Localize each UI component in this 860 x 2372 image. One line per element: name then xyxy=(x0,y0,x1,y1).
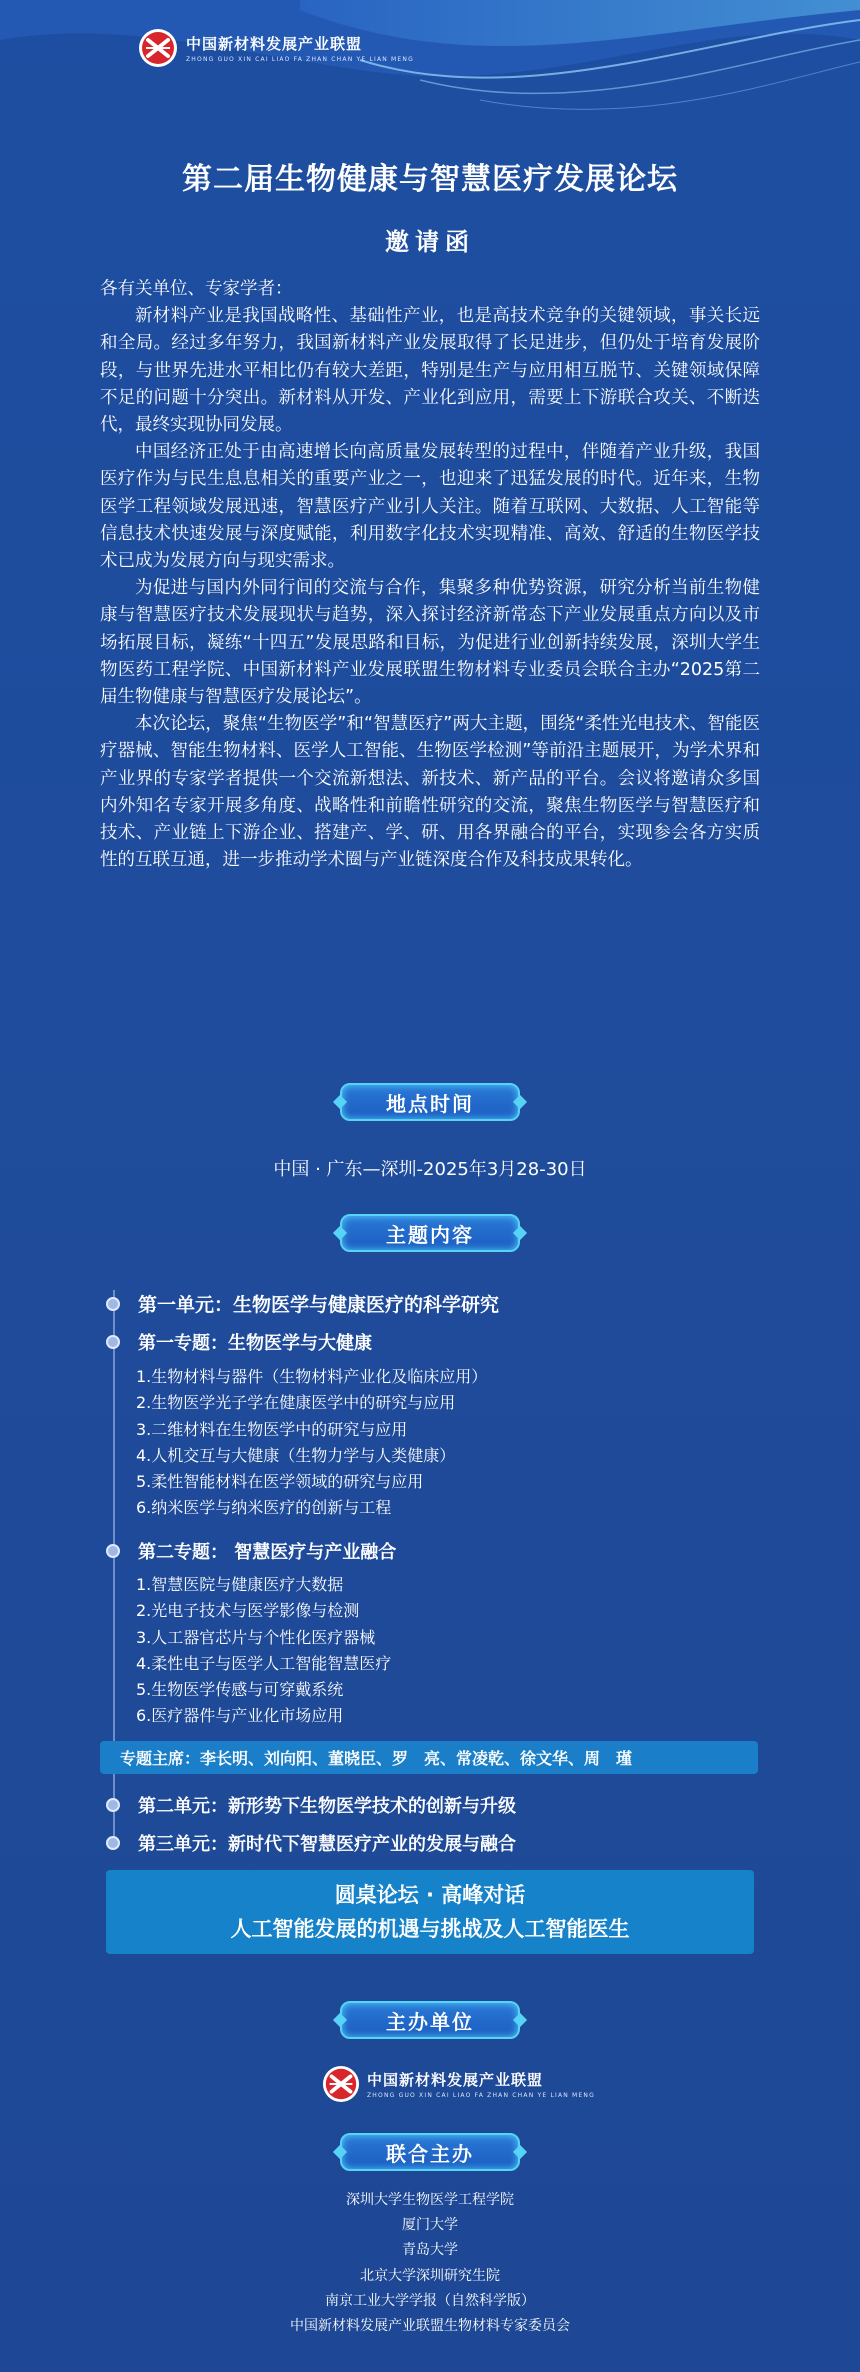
unit-3 xyxy=(106,1830,516,1856)
logo-name-en: ZHONG GUO XIN CAI LIAO FA ZHAN CHAN YE LIAN MENG xyxy=(186,56,414,63)
list-item: 4.人机交互与大健康（生物力学与人类健康） xyxy=(136,1445,456,1465)
organizer-section-label: 主办单位 xyxy=(340,2001,520,2039)
paragraph: 新材料产业是我国战略性、基础性产业，也是高技术竞争的关键领域，事关长远和全局。经过多年努力，我国新材料产业发展取得了长足进步，但仍处于培育发展阶段，与世界先进水平相比仍有较大差距，特别是生产与应用相互脱节、关键领域保障不足的问题十分突出。新材料从开发、产业化到应用，需要上下游联合攻关、不断迭代，最终实现协同发展。 xyxy=(100,306,760,436)
page-title: 第二届生物健康与智慧医疗发展论坛 xyxy=(182,162,678,197)
forum-line-1: 圆桌论坛 · 高峰对话 xyxy=(334,1883,526,1907)
timeline-dot xyxy=(106,1335,120,1349)
timeline-dot xyxy=(106,1297,120,1311)
topic-1 xyxy=(106,1329,372,1355)
list-item: 南京工业大学学报（自然科学版） xyxy=(325,2292,535,2309)
co-organizer-list xyxy=(0,2188,860,2339)
topic-2 xyxy=(106,1538,396,1564)
list-item: 青岛大学 xyxy=(402,2242,458,2259)
list-item: 4.柔性电子与医学人工智能智慧医疗 xyxy=(136,1653,392,1673)
timeline-dot xyxy=(106,1544,120,1558)
location-section-label: 地点时间 xyxy=(340,1083,520,1121)
topic-2-items xyxy=(136,1572,391,1730)
list-item: 2.生物医学光子学在健康医学中的研究与应用 xyxy=(136,1393,456,1413)
unit-2 xyxy=(106,1792,516,1818)
topic-chairs-bar: 专题主席：李长明、刘向阳、董晓臣、罗 亮、常凌乾、徐文华、周 瑾 xyxy=(100,1741,758,1774)
forum-line-2: 人工智能发展的机遇与挑战及人工智能医生 xyxy=(230,1917,630,1941)
timeline-dot xyxy=(106,1798,120,1812)
list-item: 北京大学深圳研究生院 xyxy=(360,2267,500,2284)
list-item: 3.人工器官芯片与个性化医疗器械 xyxy=(136,1627,376,1647)
alliance-logo-icon xyxy=(138,28,178,68)
logo-name-cn: 中国新材料发展产业联盟 xyxy=(367,2071,544,2089)
invitation-body xyxy=(100,276,760,874)
organizer-logo xyxy=(322,2065,595,2103)
topic-1-items xyxy=(136,1364,487,1522)
list-item: 深圳大学生物医学工程学院 xyxy=(346,2192,514,2208)
unit-1-label: 第一单元：生物医学与健康医疗的科学研究 xyxy=(138,1294,500,1316)
unit-3-label: 第三单元：新时代下智慧医疗产业的发展与融合 xyxy=(138,1834,516,1855)
paragraph: 本次论坛，聚焦“生物医学”和“智慧医疗”两大主题，围绕“柔性光电技术、智能医疗器械、智能生物材料、医学人工智能、生物医学检测”等前沿主题展开，为学术界和产业界的专家学者提供一个交流新想法、新技术、新产品的平台。会议将邀请众多国内外知名专家开展多角度、战略性和前瞻性研究的交流，聚焦生物医学与智慧医疗和技术、产业链上下游企业、搭建产、学、研、用各界融合的平台，实现参会各方实质性的互联互通，进一步推动学术圈与产业链深度合作及科技成果转化。 xyxy=(100,714,760,871)
list-item: 5.生物医学传感与可穿戴系统 xyxy=(136,1680,344,1700)
timeline-dot xyxy=(106,1836,120,1850)
topics-section-label: 主题内容 xyxy=(340,1214,520,1252)
location-text: 中国 · 广东—深圳-2025年3月28-30日 xyxy=(273,1159,587,1180)
alliance-logo-icon xyxy=(322,2065,360,2103)
unit-1 xyxy=(106,1290,499,1317)
logo-name-cn: 中国新材料发展产业联盟 xyxy=(186,35,363,53)
paragraph: 为促进与国内外同行间的交流与合作，集聚多种优势资源，研究分析当前生物健康与智慧医疗技术发展现状与趋势，深入探讨经济新常态下产业发展重点方向以及市场拓展目标，凝练“十四五”发展思路和目标，为促进行业创新持续发展，深圳大学生物医药工程学院、中国新材料产业发展联盟生物材料专业委员会联合主办“2025第二届生物健康与智慧医疗发展论坛”。 xyxy=(100,578,760,708)
header-wave-decoration xyxy=(0,0,860,130)
greeting: 各有关单位、专家学者： xyxy=(100,279,293,299)
unit-2-label: 第二单元：新形势下生物医学技术的创新与升级 xyxy=(138,1796,516,1817)
list-item: 厦门大学 xyxy=(402,2217,458,2234)
list-item: 3.二维材料在生物医学中的研究与应用 xyxy=(136,1419,408,1439)
list-item: 1.智慧医院与健康医疗大数据 xyxy=(136,1575,344,1594)
roundtable-forum-box xyxy=(106,1870,754,1954)
topic-1-label: 第一专题：生物医学与大健康 xyxy=(138,1333,372,1354)
header-logo xyxy=(138,28,414,68)
list-item: 5.柔性智能材料在医学领域的研究与应用 xyxy=(136,1472,424,1492)
list-item: 2.光电子技术与医学影像与检测 xyxy=(136,1601,360,1621)
topic-2-label: 第二专题： 智慧医疗与产业融合 xyxy=(138,1542,397,1563)
list-item: 6.纳米医学与纳米医疗的创新与工程 xyxy=(136,1498,392,1518)
list-item: 中国新材料发展产业联盟生物材料专家委员会 xyxy=(290,2318,570,2335)
paragraph: 中国经济正处于由高速增长向高质量发展转型的过程中，伴随着产业升级，我国医疗作为与民生息息相关的重要产业之一，也迎来了迅猛发展的时代。近年来，生物医学工程领域发展迅速，智慧医疗产业引人关注。随着互联网、大数据、人工智能等信息技术快速发展与深度赋能，利用数字化技术实现精准、高效、舒适的生物医学技术已成为发展方向与现实需求。 xyxy=(100,442,760,572)
list-item: 6.医疗器件与产业化市场应用 xyxy=(136,1706,344,1726)
page-subtitle: 邀请函 xyxy=(385,228,475,256)
list-item: 1.生物材料与器件（生物材料产业化及临床应用） xyxy=(136,1367,488,1386)
logo-name-en: ZHONG GUO XIN CAI LIAO FA ZHAN CHAN YE LIAN MENG xyxy=(367,2092,595,2099)
co-organizer-section-label: 联合主办 xyxy=(340,2133,520,2171)
